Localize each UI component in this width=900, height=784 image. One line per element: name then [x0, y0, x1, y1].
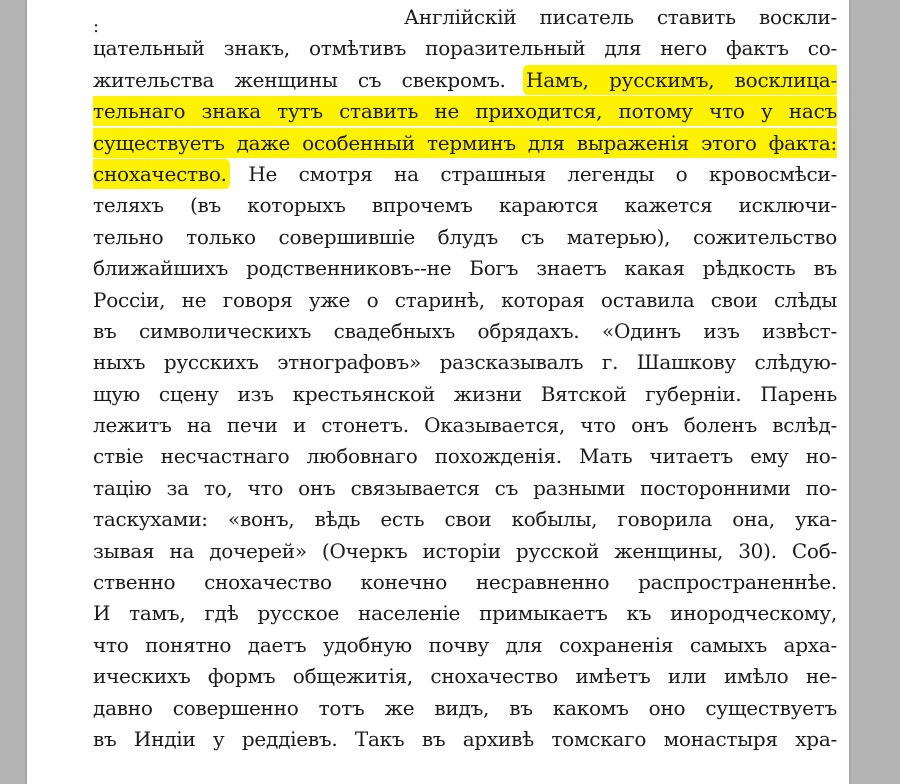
text-line: тацію за то, что онъ связывается съ разными посторонними по-	[93, 475, 837, 500]
highlighted-text: тельнаго знака тутъ ставить не приходится, потому что у насъ	[93, 99, 837, 124]
body-text	[93, 0, 837, 755]
document-page	[27, 0, 849, 784]
margin-mark: :	[93, 16, 100, 37]
text-line: ныхъ русскихъ этнографовъ» разсказывалъ г. Шашкову слѣдую-	[93, 350, 837, 375]
text-line: тельно только совершившіе блудъ съ матерью), сожительство	[93, 224, 837, 249]
text-line: И тамъ, гдѣ русское населеніе примыкаетъ къ инородческому,	[93, 601, 837, 626]
text-line: Англійскій писатель ставить воскли-	[404, 5, 837, 29]
text-line: ическихъ формъ общежитія, снохачество имѣетъ или имѣло не-	[93, 664, 837, 689]
text-line: въ Индіи у реддіевъ. Такъ въ архивѣ томскаго монастыря хра-	[93, 726, 837, 751]
text-line: что понятно даетъ удобную почву для сохраненія самыхъ архa-	[93, 632, 837, 657]
text-line: цательный знакъ, отмѣтивъ поразительный для него фактъ со-	[93, 36, 837, 61]
text-line	[93, 128, 837, 159]
text-line: снохачество. Не смотря на страшныя легенды о кровосмѣси-	[93, 161, 837, 186]
text-line: жительства женщины съ свекромъ. Намъ, русскимъ, восклица-	[93, 67, 837, 92]
text-line: лежитъ на печи и стонетъ. Оказывается, что онъ боленъ вслѣд-	[93, 413, 837, 438]
text-line: ствіе несчастнаго любовнаго похожденія. Мать читаетъ ему но-	[93, 444, 837, 469]
highlighted-text: Намъ, русскимъ, восклица-	[526, 67, 837, 92]
text-line	[93, 96, 837, 127]
highlighted-text: существуетъ даже особенный терминъ для выраженія этого факта:	[93, 130, 837, 155]
text-line: таскухами: «вонъ, вѣдь есть свои кобылы, говорила она, ука-	[93, 507, 837, 532]
highlighted-text: снохачество.	[93, 161, 227, 186]
text-line: Россіи, не говоря уже о старинѣ, которая оставила свои слѣды	[93, 287, 837, 312]
text-line: теляхъ (въ которыхъ впрочемъ караются кажется исключи-	[93, 193, 837, 218]
text-line: зывая на дочерей» (Очеркъ исторіи русской женщины, 30). Соб-	[93, 538, 837, 563]
text-line: ственно снохачество конечно несравненно распространеннѣе.	[93, 570, 837, 595]
text-line: давно совершенно тотъ же видъ, въ какомъ оно существуетъ	[93, 695, 837, 720]
text-line: щую сцену изъ крестьянской жизни Вятской губерніи. Парень	[93, 381, 837, 406]
text-line: въ символическихъ свадебныхъ обрядахъ. «Одинъ изъ извѣст-	[93, 318, 837, 343]
text-line: ближайшихъ родственниковъ--не Богъ знаетъ какая рѣдкость въ	[93, 256, 837, 281]
